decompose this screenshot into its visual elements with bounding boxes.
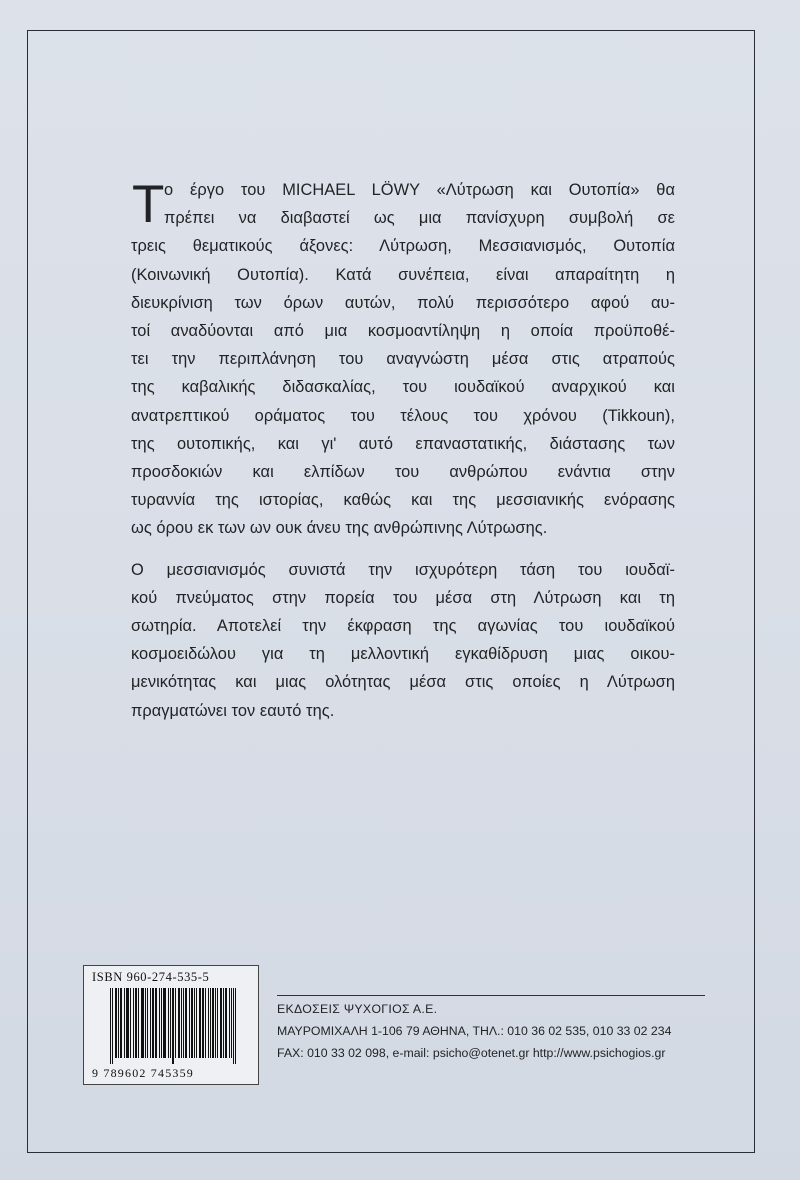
barcode-bar bbox=[172, 988, 173, 1064]
publisher-address: ΜΑΥΡΟΜΙΧΑΛΗ 1-106 79 ΑΘΗΝΑ, ΤΗΛ.: 010 36 02 535, 010 33 02 234 bbox=[277, 1024, 672, 1038]
barcode-bar bbox=[147, 988, 148, 1058]
text-line: (Κοινωνική Ουτοπία). Κατά συνέπεια, είναι απαραίτητη η bbox=[131, 265, 675, 284]
publisher-info bbox=[277, 995, 705, 1064]
barcode-bar bbox=[130, 988, 131, 1058]
barcode-bar bbox=[135, 988, 136, 1058]
barcode-bar bbox=[202, 988, 203, 1058]
text-line: μενικότητας και μιας ολότητας μέσα στις οποίες η Λύτρωση bbox=[131, 673, 675, 692]
barcode-bar bbox=[225, 988, 226, 1058]
barcode-bar bbox=[127, 988, 128, 1058]
barcode-bar bbox=[161, 988, 162, 1058]
barcode-bar bbox=[170, 988, 171, 1058]
blurb-paragraph-2 bbox=[131, 556, 675, 725]
barcode-bar bbox=[210, 988, 211, 1058]
drop-cap: Τ bbox=[132, 175, 165, 234]
blurb-text bbox=[131, 176, 675, 725]
publisher-name: ΕΚΔΟΣΕΙΣ ΨΥΧΟΓΙΟΣ Α.Ε. bbox=[277, 1002, 438, 1016]
barcode-bar bbox=[205, 988, 206, 1058]
text-line: Ο μεσσιανισμός συνιστά την ισχυρότερη τάση του ιουδαϊ- bbox=[131, 560, 675, 579]
text-line: ανατρεπτικού οράματος του τέλους του χρόνου (Tikkoun), bbox=[131, 406, 675, 425]
barcode-bar bbox=[138, 988, 139, 1058]
barcode-bar bbox=[215, 988, 216, 1058]
barcode-bar bbox=[128, 988, 129, 1058]
text-line: ο έργο του MICHAEL LÖWY «Λύτρωση και Ουτοπία» θα bbox=[164, 181, 675, 199]
barcode-bar bbox=[220, 988, 221, 1058]
text-line: πρέπει να διαβαστεί ως μια πανίσχυρη συμβολή σε bbox=[164, 209, 675, 228]
blurb-paragraph-1 bbox=[131, 176, 675, 543]
text-line: της καβαλικής διδασκαλίας, του ιουδαϊκού αναρχικού και bbox=[131, 378, 675, 397]
barcode-bar bbox=[175, 988, 176, 1058]
text-line: ως όρου εκ των ων ουκ άνευ της ανθρώπινης Λύτρωσης. bbox=[131, 519, 548, 538]
barcode-bar bbox=[163, 988, 164, 1058]
barcode-bar bbox=[112, 988, 113, 1064]
barcode-bar bbox=[233, 988, 234, 1064]
barcode-digits: 9 789602 745359 bbox=[92, 1066, 194, 1080]
barcode-bar bbox=[199, 988, 200, 1058]
barcode-bar bbox=[223, 988, 224, 1058]
barcode-bar bbox=[142, 988, 143, 1058]
barcode-bar bbox=[226, 988, 227, 1058]
barcode-bar bbox=[152, 988, 153, 1058]
barcode-bar bbox=[203, 988, 204, 1058]
text-line: τοί αναδύονται από μια κοσμοαντίληψη η οποία προϋποθέ- bbox=[131, 322, 675, 341]
barcode-bar bbox=[141, 988, 142, 1058]
isbn-label: ISBN 960-274-535-5 bbox=[92, 970, 210, 984]
text-line: σωτηρία. Αποτελεί την έκφραση της αγωνίας του ιουδαϊκού bbox=[131, 617, 675, 636]
barcode-bar bbox=[136, 988, 137, 1058]
barcode-bar bbox=[168, 988, 169, 1058]
barcode-bar bbox=[118, 988, 119, 1058]
barcode-bar bbox=[200, 988, 201, 1058]
barcode-bar bbox=[145, 988, 146, 1058]
text-line: διευκρίνιση των όρων αυτών, πολύ περισσότερο αφού αυ- bbox=[131, 293, 675, 312]
barcode-bar bbox=[196, 988, 197, 1058]
barcode-bar bbox=[189, 988, 190, 1058]
text-line: τρεις θεματικούς άξονες: Λύτρωση, Μεσσιανισμός, Ουτοπία bbox=[131, 237, 675, 256]
barcode-bar bbox=[120, 988, 121, 1058]
barcode-bar bbox=[179, 988, 180, 1058]
barcode-bar bbox=[150, 988, 151, 1058]
barcode-bar bbox=[153, 988, 154, 1058]
text-line: κού πνεύματος στην πορεία του μέσα στη Λύτρωση και τη bbox=[131, 588, 675, 607]
barcode-bar bbox=[115, 988, 116, 1058]
barcode-bar bbox=[116, 988, 117, 1058]
barcode-bar bbox=[217, 988, 218, 1058]
barcode-bar bbox=[192, 988, 193, 1058]
barcode-bar bbox=[229, 988, 230, 1058]
barcode-bar bbox=[165, 988, 166, 1058]
barcode-bar bbox=[181, 988, 182, 1058]
barcode-bar bbox=[126, 988, 127, 1058]
publisher-contact: FAX: 010 33 02 098, e-mail: psicho@otenet.gr http://www.psichogios.gr bbox=[277, 1046, 666, 1060]
barcode-bar bbox=[143, 988, 144, 1058]
barcode-bar bbox=[159, 988, 160, 1058]
barcode-bar bbox=[235, 988, 236, 1064]
barcode-bar bbox=[183, 988, 184, 1058]
text-line: τυραννία της ιστορίας, καθώς και της μεσσιανικής ενόρασης bbox=[131, 491, 675, 510]
barcode-bar bbox=[212, 988, 213, 1058]
text-line: πραγματώνει τον εαυτό της. bbox=[131, 701, 335, 720]
barcode-bar bbox=[186, 988, 187, 1058]
barcode-icon bbox=[110, 988, 238, 1064]
barcode-bar bbox=[231, 988, 232, 1058]
text-line: κοσμοειδώλου για τη μελλοντική εγκαθίδρυση μιας οικου- bbox=[131, 645, 675, 664]
barcode-bar bbox=[178, 988, 179, 1058]
barcode-bar bbox=[213, 988, 214, 1058]
text-line: της ουτοπικής, και γι' αυτό επαναστατικής, διάστασης των bbox=[131, 434, 675, 453]
barcode-bar bbox=[191, 988, 192, 1058]
barcode-bar bbox=[133, 988, 134, 1058]
barcode-bar bbox=[208, 988, 209, 1058]
text-line: τει την περιπλάνηση του αναγνώστη μέσα στις ατραπούς bbox=[131, 350, 675, 369]
barcode-bar bbox=[185, 988, 186, 1058]
publisher-divider bbox=[277, 995, 705, 996]
barcode-bar bbox=[110, 988, 111, 1064]
barcode-bar bbox=[221, 988, 222, 1058]
isbn-barcode-box bbox=[83, 965, 259, 1085]
barcode-bar bbox=[124, 988, 125, 1058]
barcode-bar bbox=[194, 988, 195, 1058]
barcode-bar bbox=[156, 988, 157, 1058]
barcode-bar bbox=[173, 988, 174, 1064]
barcode-bar bbox=[155, 988, 156, 1058]
text-line: προσδοκιών και ελπίδων του ανθρώπου ενάντια στην bbox=[131, 463, 675, 482]
barcode-bar bbox=[164, 988, 165, 1058]
barcode-bar bbox=[121, 988, 122, 1058]
